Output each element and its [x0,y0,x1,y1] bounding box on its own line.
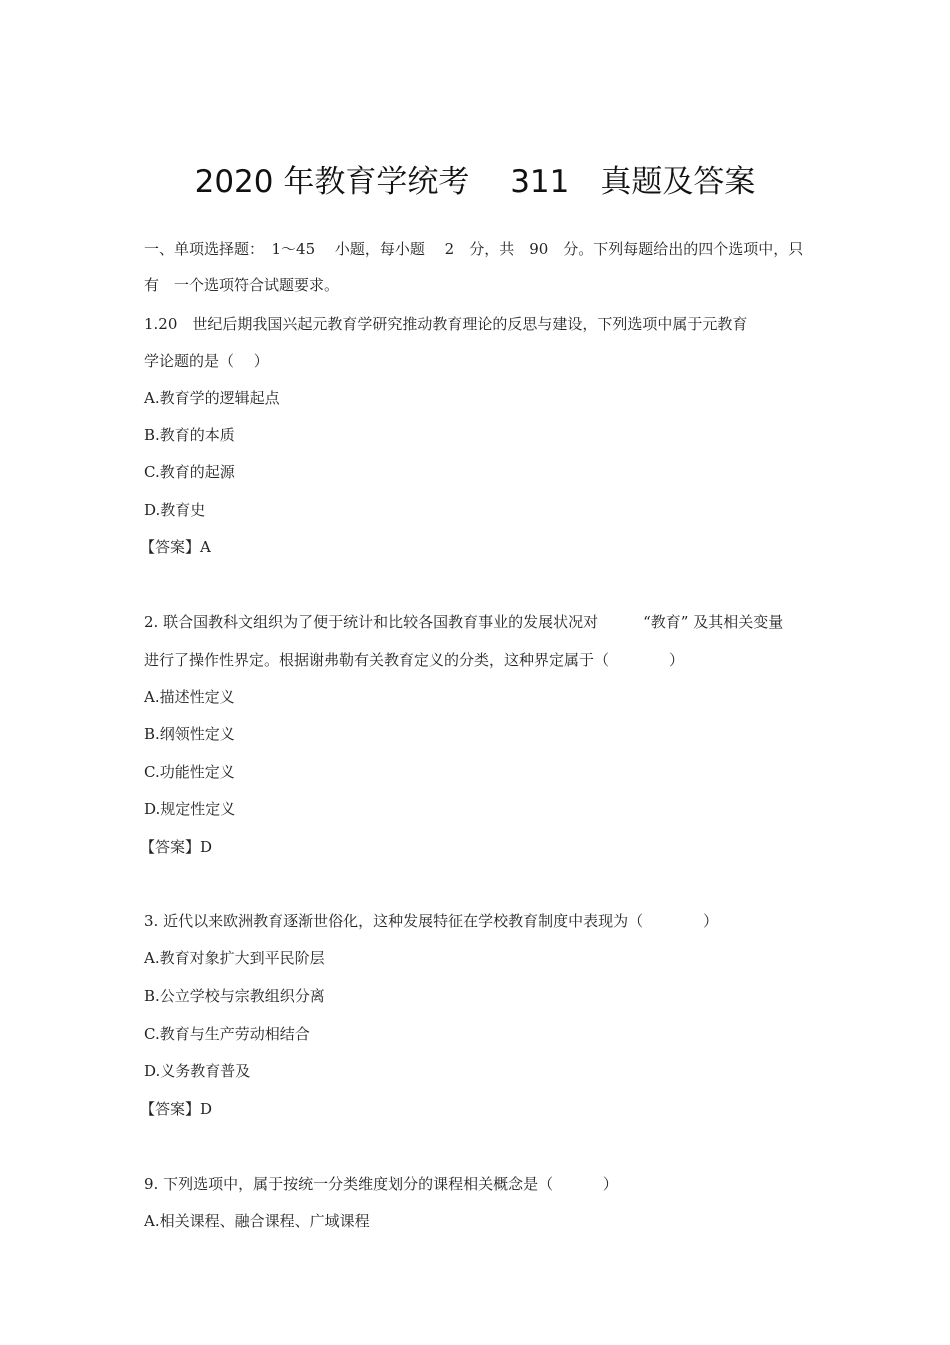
page-title: 2020 年教育学统考 311 真题及答案 [194,164,756,200]
question-2-option-d: D.规定性定义 [144,800,236,818]
question-3-stem-line-1: 3. 近代以来欧洲教育逐渐世俗化，这种发展特征在学校教育制度中表现为（ ） [144,912,719,930]
question-2-option-b: B.纲领性定义 [144,725,235,743]
question-1-option-b: B.教育的本质 [144,426,235,444]
question-2-stem-line-1: 2. 联合国教科文组织为了便于统计和比较各国教育事业的发展状况对 “教育” 及其相关变量 [144,613,784,631]
instructions-line-1: 一、单项选择题： 1～45 小题，每小题 2 分，共 90 分。下列每题给出的四个选项中，只 [144,240,804,258]
question-3-option-b: B.公立学校与宗教组织分离 [144,987,325,1005]
question-1-stem-line-1: 1.20 世纪后期我国兴起元教育学研究推动教育理论的反思与建设，下列选项中属于元教育 [144,315,748,333]
question-2-stem-line-2: 进行了操作性界定。根据谢弗勒有关教育定义的分类，这种界定属于（ ） [144,651,685,669]
question-9-stem-line-1: 9. 下列选项中，属于按统一分类维度划分的课程相关概念是（ ） [144,1175,618,1193]
question-1-option-d: D.教育史 [144,501,206,519]
question-3-option-d: D.义务教育普及 [144,1062,251,1080]
question-2-option-c: C.功能性定义 [144,763,235,781]
question-2-answer: 【答案】D [140,838,213,856]
question-3-answer: 【答案】D [140,1100,213,1118]
question-2-option-a: A.描述性定义 [144,688,235,706]
question-1-option-a: A.教育学的逻辑起点 [144,389,280,407]
question-1-stem-line-2: 学论题的是（ ） [144,352,269,370]
question-1-option-c: C.教育的起源 [144,463,235,481]
question-9-option-a: A.相关课程、融合课程、广域课程 [144,1212,370,1230]
question-3-option-a: A.教育对象扩大到平民阶层 [144,949,325,967]
question-3-option-c: C.教育与生产劳动相结合 [144,1025,310,1043]
question-1-answer: 【答案】A [140,538,211,556]
instructions-line-2: 有 一个选项符合试题要求。 [144,276,340,294]
